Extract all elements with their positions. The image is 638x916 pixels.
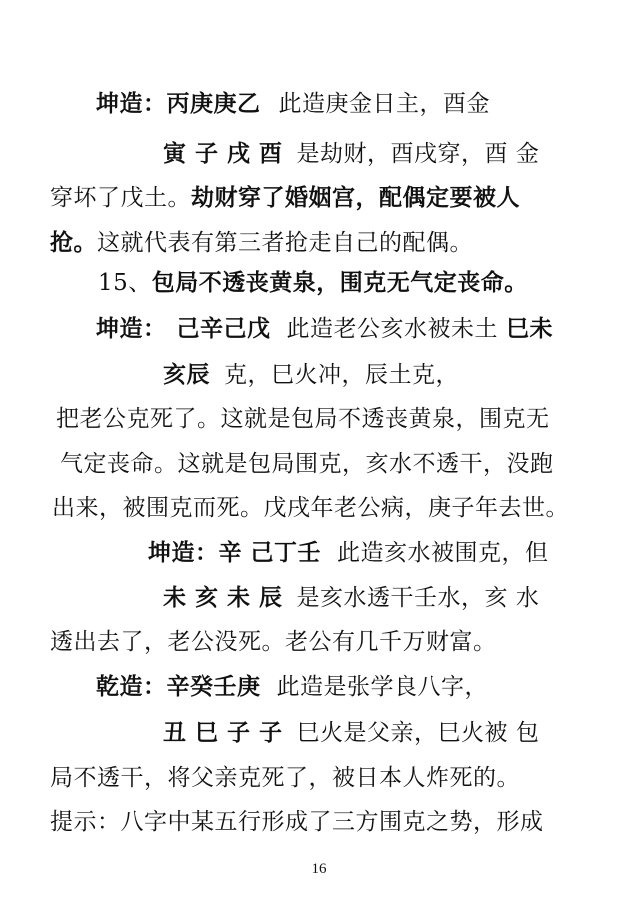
heavenly-stems: 辛 己丁壬 bbox=[218, 540, 322, 566]
text-line-1 bbox=[96, 89, 490, 119]
body-text: 这就代表有第三者抢走自己的配偶。 bbox=[97, 230, 473, 256]
body-text: 局不透干，将父亲克死了，被日本人炸死的。 bbox=[50, 765, 520, 791]
text-line-15 bbox=[163, 718, 539, 748]
body-text: 此造亥水被围克，但 bbox=[337, 540, 549, 566]
body-text: 巳火是父亲，巳火被 包 bbox=[296, 720, 540, 746]
body-text: 此造庚金日主，酉金 bbox=[278, 91, 490, 117]
body-text: 提示：八字中某五行形成了三方围克之势，形成 bbox=[50, 809, 544, 835]
text-line-17 bbox=[50, 807, 544, 837]
chart-label: 乾造： bbox=[96, 674, 167, 700]
chart-label: 坤造： bbox=[148, 540, 219, 566]
section-number: 15、 bbox=[98, 270, 152, 296]
body-text: 是劫财，酉戌穿，酉 金 bbox=[296, 141, 540, 167]
heavenly-stems: 辛癸壬庚 bbox=[166, 674, 261, 700]
text-line-10 bbox=[52, 493, 569, 523]
text-line-14 bbox=[96, 672, 488, 702]
body-text: 是亥水透干壬水，亥 水 bbox=[296, 585, 540, 611]
earthly-branches: 未 亥 未 辰 bbox=[163, 585, 283, 611]
body-text: 穿坏了戊土。 bbox=[50, 185, 191, 211]
text-line-9 bbox=[60, 449, 554, 479]
heavenly-stems: 丙庚庚乙 bbox=[166, 91, 261, 117]
emphasis-text: 巳未 bbox=[506, 316, 553, 342]
text-line-12 bbox=[163, 583, 539, 613]
emphasis-text: 劫财穿了婚姻宫，配偶定要被人 bbox=[191, 185, 520, 211]
body-text: 把老公克死了。这就是包局不透丧黄泉，围克无 bbox=[56, 406, 550, 432]
text-line-3 bbox=[50, 183, 520, 213]
text-line-4 bbox=[50, 228, 473, 258]
body-text: 透出去了，老公没死。老公有几千万财富。 bbox=[50, 629, 497, 655]
section-heading bbox=[98, 268, 528, 298]
text-line-13 bbox=[50, 627, 497, 657]
heavenly-stems: 己辛己戊 bbox=[176, 316, 271, 342]
emphasis-text: 抢。 bbox=[50, 230, 97, 256]
earthly-branches: 亥辰 bbox=[163, 362, 210, 388]
body-text: 克，巳火冲，辰土克， bbox=[224, 362, 459, 388]
page-number: 16 bbox=[311, 861, 327, 877]
body-text: 此造是张学良八字， bbox=[276, 674, 488, 700]
body-text: 此造老公亥水被未土 bbox=[286, 316, 498, 342]
earthly-branches: 寅 子 戌 酉 bbox=[163, 141, 283, 167]
earthly-branches: 丑 巳 子 子 bbox=[163, 720, 283, 746]
text-line-6 bbox=[96, 314, 553, 344]
text-line-11 bbox=[148, 538, 549, 568]
chart-label: 坤造： bbox=[96, 316, 167, 342]
text-line-7 bbox=[163, 360, 459, 390]
section-title: 包局不透丧黄泉，围克无气定丧命。 bbox=[151, 270, 528, 296]
body-text: 气定丧命。这就是包局围克，亥水不透干，没跑 bbox=[60, 451, 554, 477]
text-line-8 bbox=[56, 404, 550, 434]
text-line-2 bbox=[163, 139, 539, 169]
text-line-16 bbox=[50, 763, 520, 793]
chart-label: 坤造： bbox=[96, 91, 167, 117]
body-text: 出来，被围克而死。戊戌年老公病，庚子年去世。 bbox=[52, 495, 569, 521]
